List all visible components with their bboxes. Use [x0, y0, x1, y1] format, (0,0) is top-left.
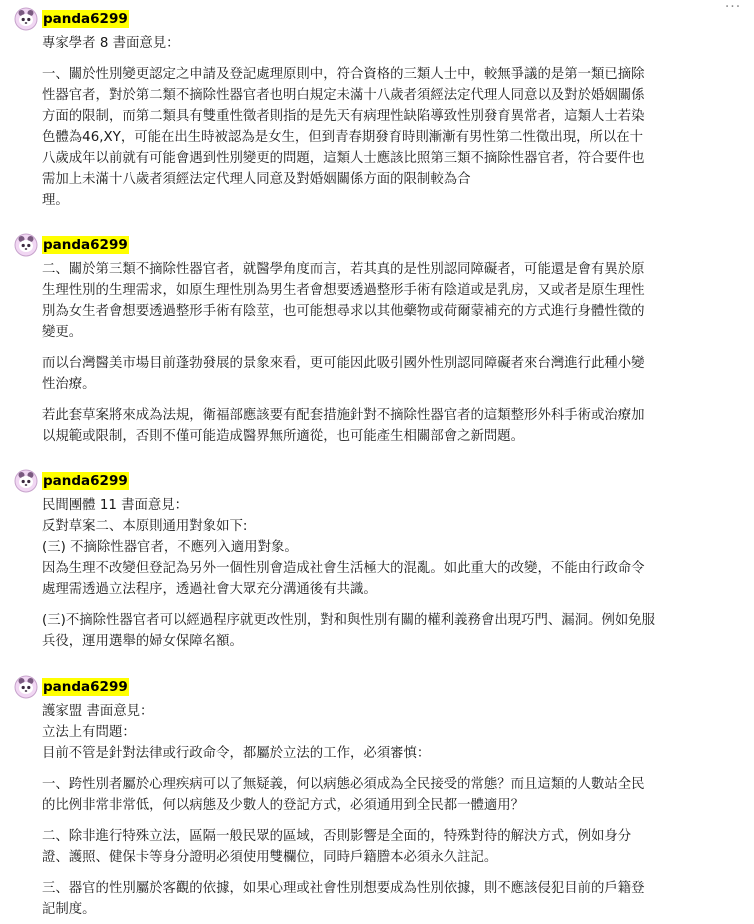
comment-text: 兵役，運用選舉的婦女保障名額。 [42, 634, 243, 649]
comment-header [14, 467, 732, 495]
comment-2 [14, 231, 732, 447]
comment-text: 色體為46,XY，可能在出生時被認為是女生，但到青春期發育時則漸漸有男性第二性徵出現，所以在十 [42, 130, 644, 145]
comment-text: (三) 不摘除性器官者，不應列入適用對象。 [42, 540, 298, 555]
comment-text: 需加上未滿十八歲者須經法定代理人同意及對婚姻關係方面的限制較為合 [42, 172, 471, 187]
comment-text: 證、護照、健保卡等身分證明必須使用雙欄位，同時戶籍謄本必須永久註記。 [42, 850, 498, 865]
username[interactable]: panda6299 [43, 679, 128, 695]
comment-text: 而以台灣醫美市場目前蓬勃發展的景象來看，更可能因此吸引國外性別認同障礙者來台灣進行此種小變 [42, 356, 645, 371]
avatar-icon[interactable] [14, 675, 38, 699]
comment-text: 處理需透過立法程序，透過社會大眾充分溝通後有共識。 [42, 582, 377, 597]
comment-header [14, 231, 732, 259]
avatar-icon[interactable] [14, 469, 38, 493]
comment-text: (三)不摘除性器官者可以經過程序就更改性別，對和與性別有關的權利義務會出現巧門、漏洞。例如免服 [42, 613, 656, 628]
comment-text: 一、跨性別者屬於心理疾病可以了無疑義，何以病態必須成為全民接受的常態？而且這類的人數站全民 [42, 777, 645, 792]
comment-text: 立法上有問題： [42, 725, 136, 740]
comment-body [42, 33, 732, 211]
comment-body [42, 259, 732, 447]
comment-header [14, 673, 732, 701]
comment-text: 二、關於第三類不摘除性器官者，就醫學角度而言，若其真的是性別認同障礙者，可能還是會有異於原 [42, 262, 645, 277]
more-options-button[interactable]: ··· [724, 0, 742, 15]
username[interactable]: panda6299 [43, 473, 128, 489]
comment-body [42, 495, 732, 652]
comment-text: 記制度。 [42, 902, 96, 917]
comment-text: 反對草案二、本原則通用對象如下: [42, 519, 248, 534]
comment-text: 專家學者 8 書面意見： [42, 36, 180, 51]
comment-text: 以規範或限制，否則不僅可能造成醫界無所適從，也可能產生相關部會之新問題。 [42, 429, 525, 444]
comment-text: 理。 [42, 193, 69, 208]
comment-text: 一、關於性別變更認定之申請及登記處理原則中，符合資格的三類人士中，較無爭議的是第一類已摘除 [42, 67, 645, 82]
comment-text: 生理性別的生理需求，如原生理性別為男生者會想要透過整形手術有陰道或是乳房，又或者是原生理性 [42, 283, 645, 298]
comment-text: 方面的限制，而第二類具有雙重性徵者則指的是先天有病理性缺陷導致性別發育異常者，這類人士若染 [42, 109, 645, 124]
comment-text: 變更。 [42, 325, 83, 340]
comment-text: 三、器官的性別屬於客觀的依據，如果心理或社會性別想要成為性別依據，則不應該侵犯目前的戶籍登 [42, 881, 645, 896]
comment-4 [14, 673, 732, 920]
comment-text: 八歲成年以前就有可能會遇到性別變更的問題，這類人士應該比照第三類不摘除性器官者，符合要件也 [42, 151, 645, 166]
comment-body [42, 701, 732, 920]
comment-text: 護家盟 書面意見： [42, 704, 154, 719]
username[interactable]: panda6299 [43, 237, 128, 253]
comment-text: 性器官者，對於第二類不摘除性器官者也明白規定未滿十八歲者須經法定代理人同意以及對於婚姻關係 [42, 88, 645, 103]
avatar-icon[interactable] [14, 233, 38, 257]
comment-text: 性治療。 [42, 377, 96, 392]
comment-text: 二、除非進行特殊立法，區隔一般民眾的區域，否則影響是全面的，特殊對待的解決方式，例如身分 [42, 829, 632, 844]
comment-text: 因為生理不改變但登記為另外一個性別會造成社會生活極大的混亂。如此重大的改變，不能由行政命令 [42, 561, 645, 576]
comment-1 [14, 5, 732, 211]
username[interactable]: panda6299 [43, 11, 128, 27]
comment-text: 若此套草案將來成為法規，衛福部應該要有配套措施針對不摘除性器官者的這類整形外科手術或治療加 [42, 408, 645, 423]
comment-text: 目前不管是針對法律或行政命令，都屬於立法的工作，必須審慎： [42, 746, 431, 761]
comment-text: 別為女生者會想要透過整形手術有陰莖，也可能想尋求以其他藥物或荷爾蒙補充的方式進行身體性徵的 [42, 304, 645, 319]
comment-3 [14, 467, 732, 652]
avatar-icon[interactable] [14, 7, 38, 31]
comment-text: 民間團體 11 書面意見： [42, 498, 189, 513]
comment-header [14, 5, 732, 33]
comment-text: 的比例非常非常低，何以病態及少數人的登記方式，必須通用到全民都一體適用？ [42, 798, 525, 813]
